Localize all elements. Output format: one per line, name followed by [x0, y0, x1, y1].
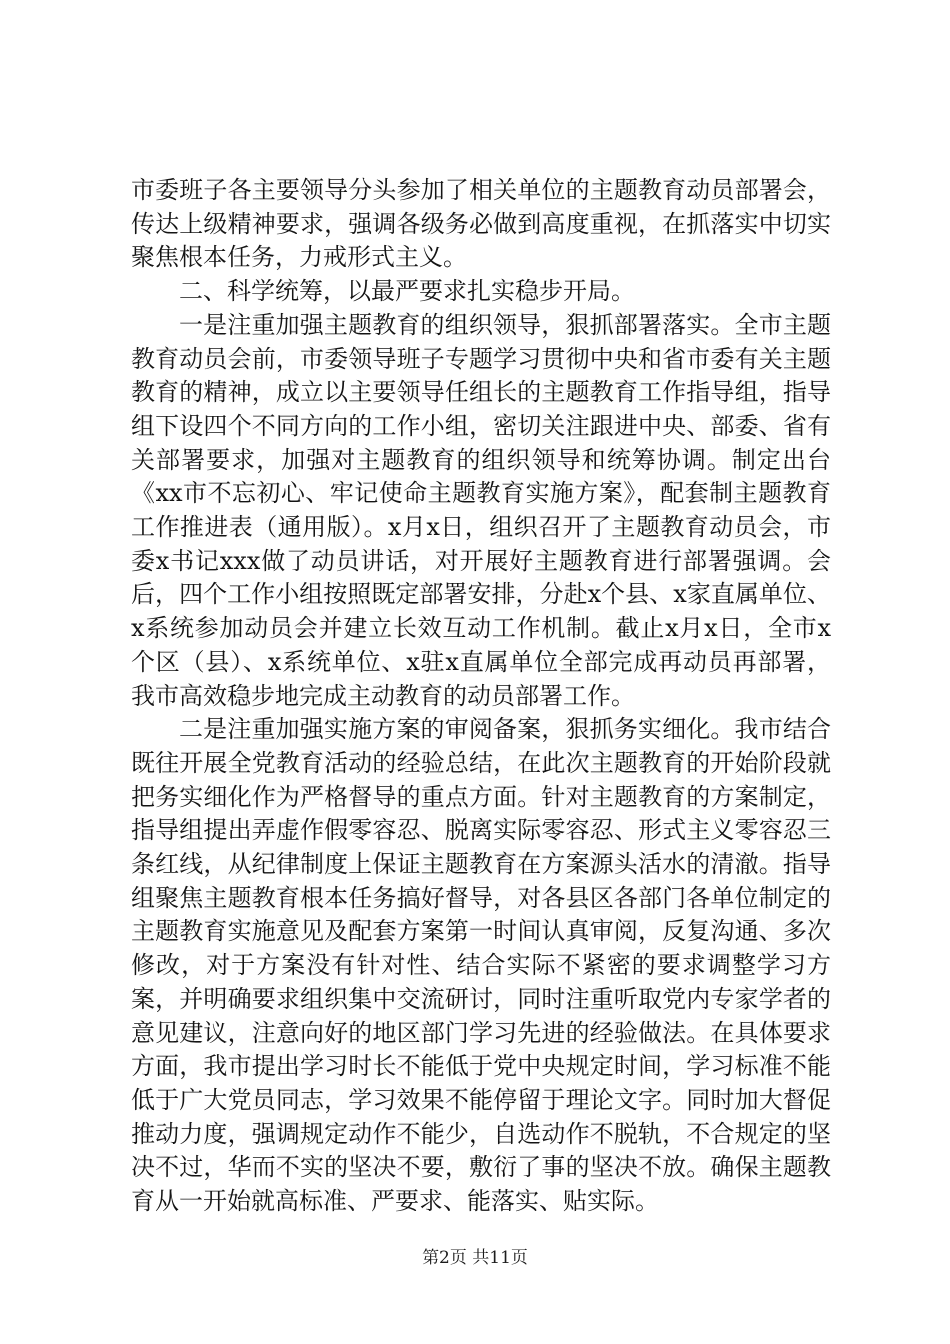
- paragraph-4: 二是注重加强实施方案的审阅备案，狠抓务实细化。我市结合既往开展全党教育活动的经验总结，在此次主题教育的开始阶段就把务实细化作为严格督导的重点方面。针对主题教育的方案制定，指导组提出弄虚作假零容忍、脱离实际零容忍、形式主义零容忍三条红线，从纪律制度上保证主题教育在方案源头活水的清澈。指导组聚焦主题教育根本任务搞好督导，对各县区各部门各单位制定的主题教育实施意见及配套方案第一时间认真审阅，反复沟通、多次修改，对于方案没有针对性、结合实际不紧密的要求调整学习方案，并明确要求组织集中交流研讨，同时注重听取党内专家学者的意见建议，注意向好的地区部门学习先进的经验做法。在具体要求方面，我市提出学习时长不能低于党中央规定时间，学习标准不能低于广大党员同志，学习效果不能停留于理论文字。同时加大督促推动力度，强调规定动作不能少，自选动作不脱轨，不合规定的坚决不过，华而不实的坚决不要，敷衍了事的坚决不放。确保主题教育从一开始就高标准、严要求、能落实、贴实际。: [131, 715, 831, 1216]
- paragraph-1: 市委班子各主要领导分头参加了相关单位的主题教育动员部署会，传达上级精神要求，强调各级务必做到高度重视，在抓落实中切实聚焦根本任务，力戒形式主义。: [131, 176, 831, 272]
- paragraph-2-heading: 二、科学统筹，以最严要求扎实稳步开局。: [179, 277, 635, 306]
- document-body: [131, 174, 831, 1219]
- page-footer: 第2页 共11页: [422, 1248, 528, 1268]
- paragraph-3: 一是注重加强主题教育的组织领导，狠抓部署落实。全市主题教育动员会前，市委领导班子专题学习贯彻中央和省市委有关主题教育的精神，成立以主要领导任组长的主题教育工作指导组，指导组下设四个不同方向的工作小组，密切关注跟进中央、部委、省有关部署要求，加强对主题教育的组织领导和统筹协调。制定出台《xx市不忘初心、牢记使命主题教育实施方案》，配套制主题教育工作推进表（通用版）。x月x日，组织召开了主题教育动员会，市委x书记xxx做了动员讲话，对开展好主题教育进行部署强调。会后，四个工作小组按照既定部署安排，分赴x个县、x家直属单位、x系统参加动员会并建立长效互动工作机制。截止x月x日，全市x个区（县）、x系统单位、x驻x直属单位全部完成再动员再部署，我市高效稳步地完成主动教育的动员部署工作。: [131, 310, 831, 710]
